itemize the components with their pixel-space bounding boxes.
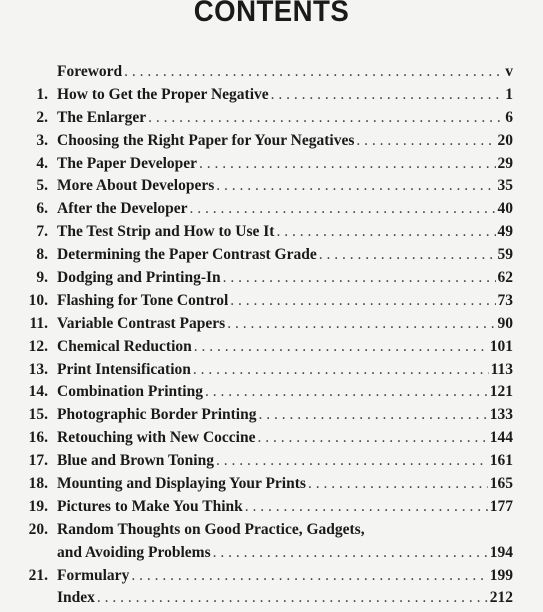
toc-entry-title: More About Developers xyxy=(57,177,215,195)
dot-leader xyxy=(230,290,495,313)
toc-entry-number: 1. xyxy=(36,85,48,103)
toc-entry-chapter-8[interactable] xyxy=(0,244,543,267)
toc-entry-number: 7. xyxy=(36,223,48,241)
toc-entry-number: 17. xyxy=(28,452,48,470)
toc-entry-title: Mounting and Displaying Your Prints xyxy=(57,475,306,493)
toc-entry-number: 18. xyxy=(28,475,48,493)
toc-entry-number: 5. xyxy=(36,177,48,195)
dot-leader xyxy=(259,404,488,427)
toc-entry-page: 121 xyxy=(489,383,513,401)
toc-entry-title: Dodging and Printing-In xyxy=(57,269,221,287)
dot-leader xyxy=(124,61,503,84)
toc-entry-title: Foreword xyxy=(57,63,123,80)
toc-entry-number: 2. xyxy=(36,108,48,126)
toc-entry-page: 161 xyxy=(489,452,513,470)
dot-leader xyxy=(193,359,489,382)
toc-entry-page: 177 xyxy=(489,497,513,515)
toc-entry-title: Choosing the Right Paper for Your Negatives xyxy=(57,131,355,149)
toc-entry-chapter-1[interactable] xyxy=(0,84,543,107)
dot-leader xyxy=(319,244,496,267)
dot-leader xyxy=(271,84,504,107)
toc-entry-page: 73 xyxy=(497,291,513,309)
page-title: CONTENTS xyxy=(193,0,350,28)
toc-entry-chapter-20-line-1[interactable] xyxy=(0,519,543,542)
toc-entry-chapter-5[interactable] xyxy=(0,175,543,198)
toc-entry-title-continued: and Avoiding Problems xyxy=(57,543,211,561)
toc-entry-title: How to Get the Proper Negative xyxy=(57,85,269,103)
dot-leader xyxy=(356,130,495,153)
toc-entry-title: The Paper Developer xyxy=(57,154,198,172)
toc-entry-chapter-17[interactable] xyxy=(0,450,543,473)
toc-entry-foreword[interactable] xyxy=(0,61,543,84)
dot-leader xyxy=(216,175,495,198)
table-of-contents xyxy=(0,61,543,610)
toc-entry-index[interactable] xyxy=(0,587,543,610)
toc-entry-number: 20. xyxy=(28,520,48,538)
toc-entry-title: The Enlarger xyxy=(57,108,147,126)
toc-entry-number: 10. xyxy=(28,291,48,309)
toc-entry-title: Flashing for Tone Control xyxy=(57,291,229,309)
toc-entry-chapter-12[interactable] xyxy=(0,336,543,359)
toc-entry-title: After the Developer xyxy=(57,200,188,218)
toc-entry-page: 165 xyxy=(489,475,513,493)
dot-leader xyxy=(257,427,487,450)
toc-entry-chapter-13[interactable] xyxy=(0,359,543,382)
dot-leader xyxy=(205,381,488,404)
toc-entry-title: Chemical Reduction xyxy=(57,337,192,355)
dot-leader xyxy=(227,313,495,336)
toc-entry-chapter-15[interactable] xyxy=(0,404,543,427)
toc-entry-page: 199 xyxy=(489,566,513,584)
toc-entry-chapter-3[interactable] xyxy=(0,130,543,153)
toc-entry-title: Retouching with New Coccine xyxy=(57,429,256,447)
toc-entry-page: 101 xyxy=(489,337,513,355)
toc-entry-page: v xyxy=(505,63,513,80)
dot-leader xyxy=(190,198,496,221)
toc-entry-chapter-4[interactable] xyxy=(0,153,543,176)
toc-entry-title: Blue and Brown Toning xyxy=(57,452,214,470)
toc-entry-chapter-21[interactable] xyxy=(0,565,543,588)
dot-leader xyxy=(245,496,488,519)
toc-entry-number: 12. xyxy=(28,337,48,355)
toc-entry-number: 21. xyxy=(28,566,48,584)
toc-entry-number: 15. xyxy=(28,406,48,424)
toc-entry-chapter-9[interactable] xyxy=(0,267,543,290)
toc-entry-page: 90 xyxy=(497,314,513,332)
dot-leader xyxy=(213,542,488,565)
toc-entry-title: Index xyxy=(57,589,95,607)
toc-entry-number: 3. xyxy=(36,131,48,149)
toc-entry-page: 49 xyxy=(497,223,513,241)
toc-entry-page: 194 xyxy=(489,543,513,561)
toc-entry-title: Random Thoughts on Good Practice, Gadgets, xyxy=(57,520,365,538)
toc-entry-number: 6. xyxy=(36,200,48,218)
toc-entry-page: 20 xyxy=(497,131,513,149)
dot-leader xyxy=(199,153,495,176)
toc-entry-chapter-20-line-2[interactable] xyxy=(0,542,543,565)
toc-entry-page: 35 xyxy=(497,177,513,195)
toc-entry-page: 212 xyxy=(489,589,513,607)
dot-leader xyxy=(148,107,503,130)
dot-leader xyxy=(308,473,488,496)
toc-entry-number: 14. xyxy=(28,383,48,401)
toc-entry-number: 11. xyxy=(29,314,48,332)
toc-entry-chapter-2[interactable] xyxy=(0,107,543,130)
toc-entry-chapter-18[interactable] xyxy=(0,473,543,496)
toc-entry-page: 144 xyxy=(489,429,513,447)
dot-leader xyxy=(216,450,488,473)
toc-entry-page: 62 xyxy=(497,269,513,287)
toc-entry-page: 1 xyxy=(505,85,513,103)
toc-entry-number: 4. xyxy=(36,154,48,172)
dot-leader xyxy=(194,336,488,359)
toc-entry-page: 29 xyxy=(497,154,513,172)
toc-entry-number: 16. xyxy=(28,429,48,447)
toc-entry-chapter-10[interactable] xyxy=(0,290,543,313)
toc-entry-title: Photographic Border Printing xyxy=(57,406,257,424)
toc-entry-chapter-7[interactable] xyxy=(0,221,543,244)
toc-entry-number: 13. xyxy=(28,360,48,378)
toc-entry-title: Pictures to Make You Think xyxy=(57,497,243,515)
toc-entry-title: Combination Printing xyxy=(57,383,203,401)
toc-entry-number: 8. xyxy=(36,246,48,264)
toc-entry-title: Print Intensification xyxy=(57,360,191,378)
toc-entry-page: 6 xyxy=(505,108,513,126)
toc-entry-page: 133 xyxy=(489,406,513,424)
toc-entry-chapter-11[interactable] xyxy=(0,313,543,336)
toc-entry-chapter-6[interactable] xyxy=(0,198,543,221)
dot-leader xyxy=(223,267,496,290)
toc-entry-page: 59 xyxy=(497,246,513,264)
toc-entry-title: Determining the Paper Contrast Grade xyxy=(57,246,317,264)
dot-leader xyxy=(97,587,488,610)
dot-leader xyxy=(276,221,495,244)
toc-entry-chapter-14[interactable] xyxy=(0,381,543,404)
toc-entry-page: 113 xyxy=(490,360,513,378)
toc-entry-title: The Test Strip and How to Use It xyxy=(57,223,275,241)
toc-entry-title: Variable Contrast Papers xyxy=(57,314,226,332)
toc-entry-page: 40 xyxy=(497,200,513,218)
toc-entry-chapter-16[interactable] xyxy=(0,427,543,450)
toc-entry-title: Formulary xyxy=(57,566,130,584)
toc-entry-chapter-19[interactable] xyxy=(0,496,543,519)
toc-entry-number: 19. xyxy=(28,497,48,515)
dot-leader xyxy=(131,565,487,588)
toc-entry-number: 9. xyxy=(36,269,48,287)
